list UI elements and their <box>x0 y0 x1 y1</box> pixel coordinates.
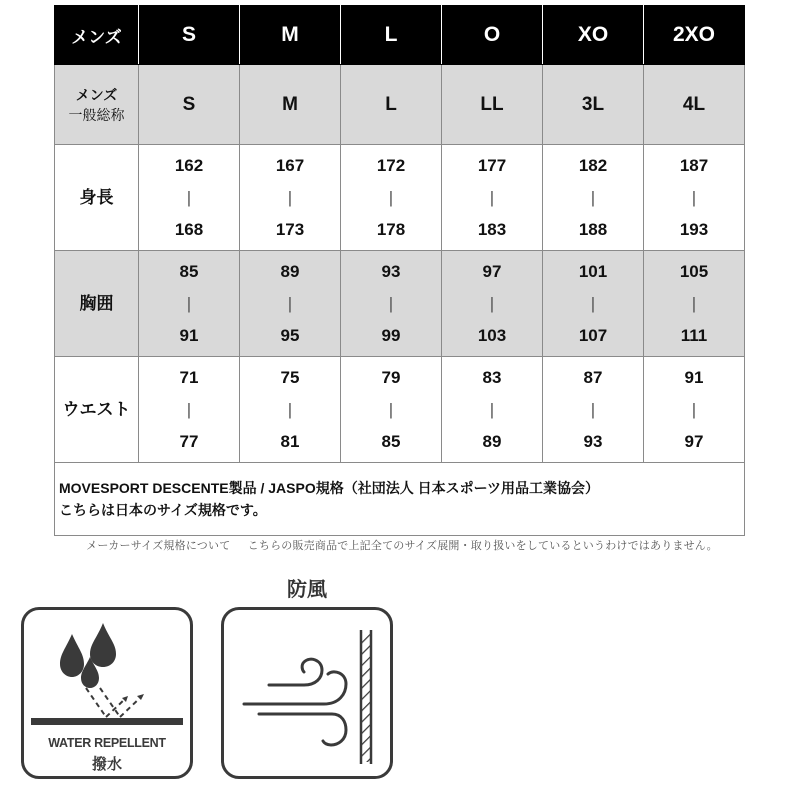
water-repellent-caption-jp: 撥水 <box>91 756 122 773</box>
chest-label: 胸囲 <box>55 251 139 357</box>
note-row <box>55 463 745 536</box>
range-max: 173 <box>275 219 305 239</box>
range-max: 85 <box>381 431 401 451</box>
range-separator: | <box>287 399 293 419</box>
range-max: 81 <box>280 431 300 451</box>
range-min: 87 <box>583 367 603 387</box>
waist-row <box>55 357 745 463</box>
water-repellent-badge <box>21 607 193 779</box>
footnote-body: こちらの販売商品で上記全てのサイズ展開・取り扱いをしているというわけではありません。 <box>247 540 718 552</box>
range-separator: | <box>590 293 596 313</box>
range-min: 101 <box>578 261 608 281</box>
range-max: 95 <box>280 325 300 345</box>
range-separator: | <box>691 399 697 419</box>
general-name-cell: S <box>139 65 240 145</box>
range-min: 177 <box>477 155 507 175</box>
range-max: 193 <box>679 219 709 239</box>
range-separator: | <box>287 187 293 207</box>
waist-cell <box>240 357 341 463</box>
range-min: 105 <box>679 261 709 281</box>
header-size-s: S <box>139 6 240 65</box>
header-label: メンズ <box>55 6 139 65</box>
range-min: 79 <box>381 367 401 387</box>
range-min: 172 <box>376 155 406 175</box>
range-separator: | <box>287 293 293 313</box>
range-max: 107 <box>578 325 608 345</box>
range-max: 168 <box>174 219 204 239</box>
windproof-badge <box>221 607 393 779</box>
range-max: 89 <box>482 431 502 451</box>
waist-cell <box>442 357 543 463</box>
range-separator: | <box>590 187 596 207</box>
range-min: 85 <box>179 261 199 281</box>
water-repellent-caption-en: WATER REPELLENT <box>48 736 166 750</box>
general-name-cell: M <box>240 65 341 145</box>
range-min: 83 <box>482 367 502 387</box>
range-max: 188 <box>578 219 608 239</box>
size-footnote <box>0 537 800 553</box>
windproof-title: 防風 <box>287 579 327 601</box>
chest-cell <box>139 251 240 357</box>
water-repellent-icon <box>24 610 190 776</box>
range-min: 187 <box>679 155 709 175</box>
waist-cell <box>139 357 240 463</box>
range-separator: | <box>388 399 394 419</box>
chest-cell <box>442 251 543 357</box>
range-min: 167 <box>275 155 305 175</box>
height-label: 身長 <box>55 145 139 251</box>
range-separator: | <box>590 399 596 419</box>
range-separator: | <box>489 187 495 207</box>
height-cell <box>442 145 543 251</box>
range-separator: | <box>186 293 192 313</box>
header-row <box>55 6 745 65</box>
range-separator: | <box>691 293 697 313</box>
chest-cell <box>543 251 644 357</box>
general-name-label-line1: メンズ <box>75 86 118 103</box>
height-row <box>55 145 745 251</box>
general-name-cell: LL <box>442 65 543 145</box>
range-min: 97 <box>482 261 502 281</box>
range-separator: | <box>186 399 192 419</box>
range-max: 77 <box>179 431 199 451</box>
header-size-xo: XO <box>543 6 644 65</box>
range-max: 91 <box>179 325 199 345</box>
range-min: 71 <box>179 367 199 387</box>
header-size-2xo: 2XO <box>644 6 745 65</box>
chest-cell <box>341 251 442 357</box>
waist-cell <box>341 357 442 463</box>
note-cell <box>55 463 745 536</box>
general-name-label-line2: 一般総称 <box>68 106 125 123</box>
chest-cell <box>240 251 341 357</box>
range-max: 183 <box>477 219 507 239</box>
waist-cell <box>543 357 644 463</box>
footnote-heading: メーカーサイズ規格について <box>86 540 231 552</box>
note-line-2: こちらは日本のサイズ規格です。 <box>59 502 267 518</box>
range-separator: | <box>489 293 495 313</box>
height-cell <box>543 145 644 251</box>
chest-row <box>55 251 745 357</box>
range-min: 75 <box>280 367 300 387</box>
general-name-label <box>55 65 139 145</box>
range-max: 111 <box>680 325 708 345</box>
range-max: 97 <box>684 431 704 451</box>
height-cell <box>644 145 745 251</box>
size-chart-table <box>54 5 745 536</box>
range-min: 89 <box>280 261 300 281</box>
chest-cell <box>644 251 745 357</box>
general-name-row <box>55 65 745 145</box>
header-size-l: L <box>341 6 442 65</box>
range-max: 93 <box>583 431 603 451</box>
range-separator: | <box>388 187 394 207</box>
range-separator: | <box>691 187 697 207</box>
range-max: 103 <box>477 325 507 345</box>
height-cell <box>240 145 341 251</box>
waist-cell <box>644 357 745 463</box>
range-separator: | <box>186 187 192 207</box>
general-name-cell: L <box>341 65 442 145</box>
range-min: 91 <box>684 367 704 387</box>
header-size-m: M <box>240 6 341 65</box>
height-cell <box>139 145 240 251</box>
note-line-1: MOVESPORT DESCENTE製品 / JASPO規格（社団法人 日本スポーツ用品工業協会） <box>59 480 600 496</box>
windproof-icon <box>224 610 390 776</box>
waist-label: ウエスト <box>55 357 139 463</box>
range-min: 162 <box>174 155 204 175</box>
range-min: 93 <box>381 261 401 281</box>
range-max: 99 <box>381 325 401 345</box>
range-separator: | <box>388 293 394 313</box>
range-max: 178 <box>376 219 406 239</box>
range-separator: | <box>489 399 495 419</box>
height-cell <box>341 145 442 251</box>
range-min: 182 <box>578 155 608 175</box>
general-name-cell: 4L <box>644 65 745 145</box>
header-size-o: O <box>442 6 543 65</box>
general-name-cell: 3L <box>543 65 644 145</box>
